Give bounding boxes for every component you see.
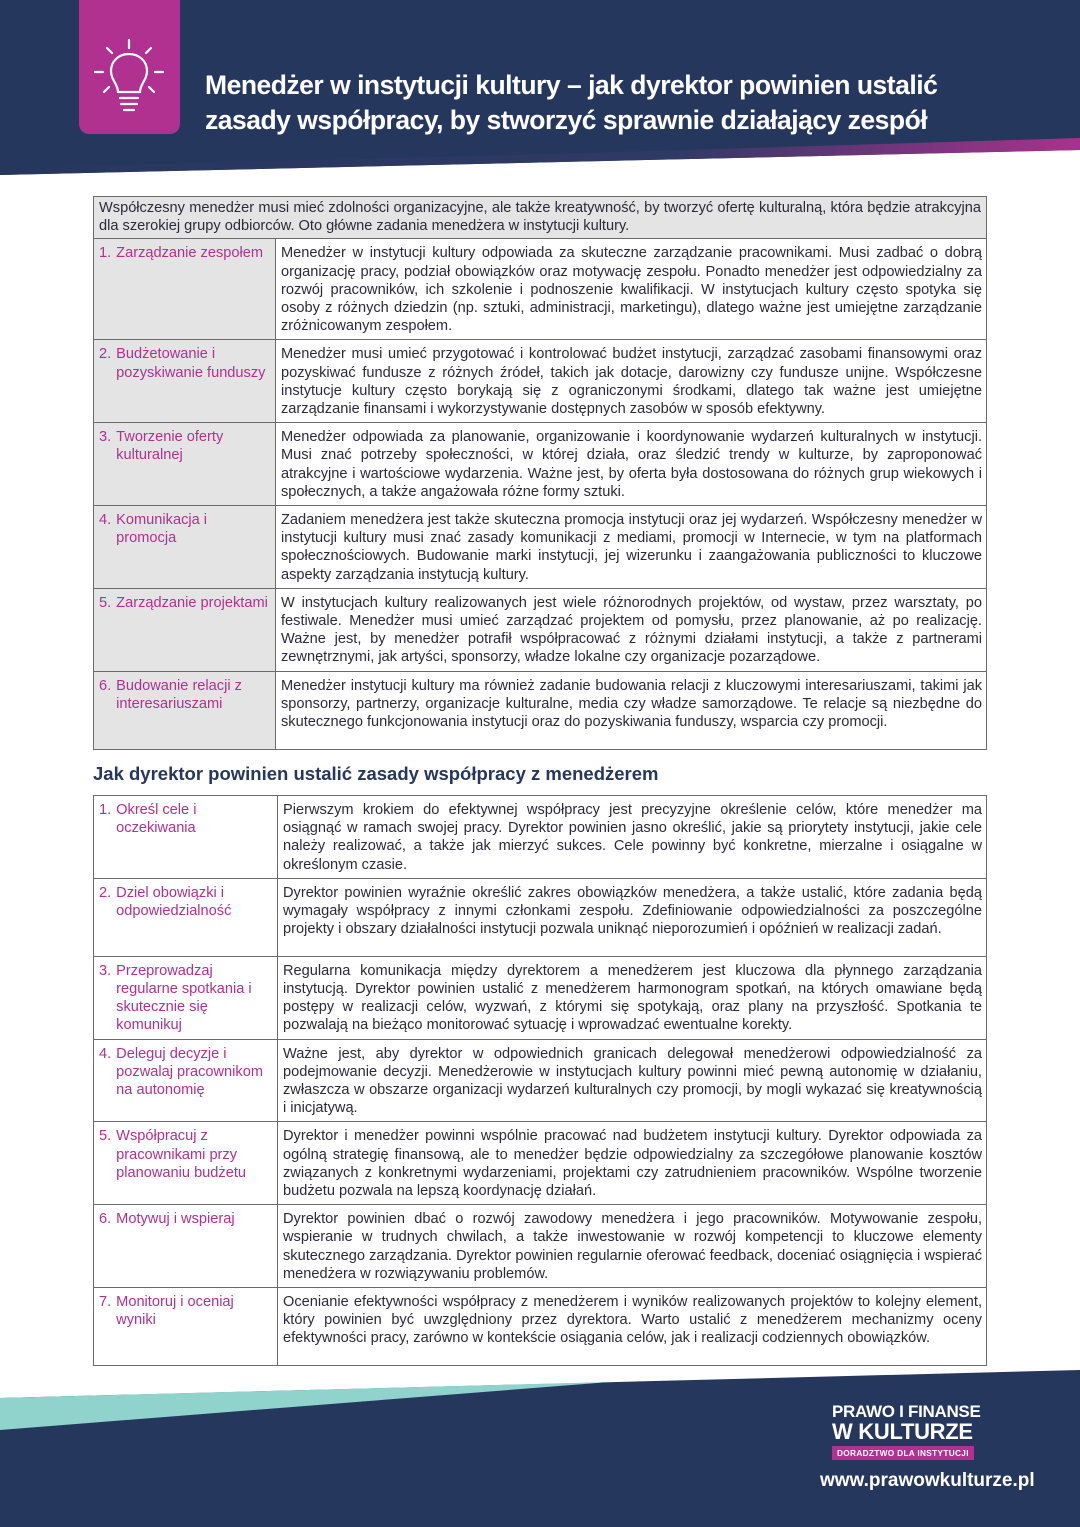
section-title: Jak dyrektor powinien ustalić zasady współpracy z menedżerem	[93, 763, 659, 784]
row-number: 2.	[99, 884, 112, 901]
table-intro-row	[94, 197, 987, 239]
row-number: 7.	[99, 1294, 112, 1311]
row-text: Menedżer instytucji kultury ma również zadanie budowania relacji z kluczowymi interesariuszami, takimi jak sponsorzy, partnerzy, organizacje kulturalne, media czy władze samorządowe. Te relacje są niezbędne do skutecznego funkcjonowania instytucji oraz do pozyskiwania funduszy, wsparcia czy promocji.	[276, 671, 987, 749]
header-icon-box	[79, 0, 180, 134]
table-row	[94, 796, 987, 879]
row-label-text: Budżetowanie i pozyskiwanie funduszy	[116, 346, 266, 381]
row-label	[94, 796, 278, 879]
row-number: 3.	[99, 429, 112, 446]
table-row	[94, 671, 987, 749]
page-title-line2: zasady współpracy, by stworzyć sprawnie działający zespół	[205, 105, 928, 135]
row-label-text: Monitoruj i oceniaj wyniki	[116, 1294, 234, 1329]
row-text: Menedżer odpowiada za planowanie, organizowanie i koordynowanie wydarzeń kulturalnych w instytucji. Musi znać potrzeby społeczności, w której działa, oraz śledzić trendy w kulturze, by zaproponować atrakcyjne i wartościowe wydarzenia. Ważne jest, by oferta była dostosowana do różnych grup wiekowych i społecznych, a także angażowała różne formy sztuki.	[276, 423, 987, 506]
row-text: Dyrektor i menedżer powinni wspólnie pracować nad budżetem instytucji kultury. Dyrektor odpowiada za ogólną strategię finansową, ale to menedżer będzie odpowiedzialny za szczegółowe planowanie kosztów związanych z konkretnymi wydarzeniami, projektami czy zatrudnieniem pracowników. Wspólne tworzenie budżetu pozwala na lepszą koordynację działań.	[278, 1122, 987, 1205]
row-label-text: Komunikacja i promocja	[116, 512, 208, 547]
row-text: Regularna komunikacja między dyrektorem a menedżerem jest kluczowa dla płynnego zarządzania instytucją. Dyrektor powinien ustalić z menedżerem harmonogram spotkań, na których omawiane będą postępy w realizacji celów, wyzwań, z którymi się spotykają, oraz plany na przyszłość. Spotkania te pozwalają na bieżąco monitorować sytuację i wprowadzać ewentualne korekty.	[278, 956, 987, 1039]
row-text: Ocenianie efektywności współpracy z menedżerem i wyników realizowanych projektów to kolejny element, który powinien być uwzględniony przez dyrektora. Warto ustalić z menedżerem mechanizmy oceny efektywności pracy, zarówno w kontekście osiągania celów, jak i realizacji codziennych obowiązków.	[278, 1288, 987, 1366]
row-text: Dyrektor powinien wyraźnie określić zakres obowiązków menedżera, a także ustalić, które zadania będą wymagały współpracy z innymi członkami zespołu. Zdefiniowanie odpowiedzialności za poszczególne projekty i obszary działalności instytucji pozwala uniknąć nieporozumień i opóźnień w realizacji zadań.	[278, 878, 987, 956]
row-text: Dyrektor powinien dbać o rozwój zawodowy menedżera i jego pracowników. Motywowanie zespołu, wspieranie w trudnych chwilach, a także inwestowanie w rozwój kompetencji to kluczowe elementy skutecznego zarządzania. Dyrektor powinien regularnie oferować feedback, doceniać osiągnięcia i wspierać menedżera w rozwiązywaniu problemów.	[278, 1205, 987, 1288]
row-text: Ważne jest, aby dyrektor w odpowiednich granicach delegował menedżerowi odpowiedzialność za podejmowanie decyzji. Menedżerowie w instytucjach kultury powinni mieć pewną autonomię w działaniu, zwłaszcza w obszarze organizacji wydarzeń kulturalnych czy promocji, by mogli wykazać się kreatywnością i inicjatywą.	[278, 1039, 987, 1122]
row-label	[94, 1039, 278, 1122]
row-label	[94, 1205, 278, 1288]
page-title-line1: Menedżer w instytucji kultury – jak dyrektor powinien ustalić	[205, 70, 938, 100]
row-label	[94, 878, 278, 956]
row-text: Zadaniem menedżera jest także skuteczna promocja instytucji oraz jej wydarzeń. Współczesny menedżer w instytucji kultury musi znać zasady komunikacji z mediami, promocji w Internecie, w tym na platformach społecznościowych. Budowanie marki instytucji, jej wizerunku i zaangażowania publiczności to kluczowe aspekty zarządzania instytucją kultury.	[276, 506, 987, 589]
row-label-text: Budowanie relacji z interesariuszami	[116, 677, 242, 712]
row-label	[94, 1288, 278, 1366]
cooperation-rules-table	[93, 795, 987, 1366]
row-number: 1.	[99, 245, 112, 262]
logo-tagline: DORADZTWO DLA INSTYTUCJI	[832, 1446, 974, 1460]
row-number: 6.	[99, 677, 112, 694]
logo-line2: W KULTURZE	[832, 1419, 973, 1444]
row-label-text: Współpracuj z pracownikami przy planowaniu budżetu	[116, 1128, 246, 1181]
row-label	[94, 239, 276, 340]
table-row	[94, 340, 987, 423]
row-text: Menedżer w instytucji kultury odpowiada za skuteczne zarządzanie pracownikami. Musi zadbać o dobrą organizację pracy, podział obowiązków oraz motywację zespołu. Ponadto menedżer jest odpowiedzialny za rozwój pracowników, ich szkolenie i podnoszenie kwalifikacji. W instytucjach kultury często spotyka się osoby z różnych dziedzin (np. sztuki, administracji, marketingu), dlatego ważne jest umiejętne zarządzanie zróżnicowanym zespołem.	[276, 239, 987, 340]
row-label	[94, 956, 278, 1039]
row-label-text: Zarządzanie projektami	[116, 594, 268, 611]
table-row	[94, 588, 987, 671]
row-text: Pierwszym krokiem do efektywnej współpracy jest precyzyjne określenie celów, które menedżer ma osiągnąć w ramach swojej pracy. Dyrektor powinien jasno określić, jakie są priorytety instytucji, jakie cele należy realizować, a także jak mierzyć sukces. Cele powinny być konkretne, mierzalne i osiągalne w określonym czasie.	[278, 796, 987, 879]
manager-tasks-table	[93, 196, 987, 750]
row-text: W instytucjach kultury realizowanych jest wiele różnorodnych projektów, od wystaw, przez warsztaty, po festiwale. Menedżer musi umieć zarządzać projektem od pomysłu, przez planowanie, aż po realizację. Ważne jest, by menedżer potrafił współpracować z różnymi działami instytucji, a także z partnerami zewnętrznymi, jak artyści, sponsorzy, władze lokalne czy organizacje pozarządowe.	[276, 588, 987, 671]
row-number: 4.	[99, 1045, 112, 1062]
row-text: Menedżer musi umieć przygotować i kontrolować budżet instytucji, zarządzać zasobami finansowymi oraz pozyskiwać fundusze z różnych źródeł, takich jak dotacje, darowizny czy fundusze unijne. Współczesne instytucje kultury często borykają się z ograniczonymi środkami, dlatego tak ważne jest umiejętne zarządzanie finansami i wykorzystywanie dostępnych zasobów w sposób efektywny.	[276, 340, 987, 423]
row-number: 1.	[99, 802, 112, 818]
row-number: 6.	[99, 1211, 112, 1228]
table-row	[94, 878, 987, 956]
table-row	[94, 1039, 987, 1122]
page-title	[205, 68, 1065, 138]
row-label	[94, 588, 276, 671]
row-label-text: Zarządzanie zespołem	[116, 245, 263, 262]
table-row	[94, 239, 987, 340]
row-label-text: Deleguj decyzje i pozwalaj pracownikom na autonomię	[116, 1045, 263, 1099]
table-row	[94, 956, 987, 1039]
table-intro: Współczesny menedżer musi mieć zdolności organizacyjne, ale także kreatywność, by tworzyć ofertę kulturalną, która będzie atrakcyjna dla szerokiej grupy odbiorców. Oto główne zadania menedżera w instytucji kultury.	[94, 197, 987, 239]
row-label-text: Motywuj i wspieraj	[116, 1211, 235, 1228]
row-number: 4.	[99, 512, 112, 529]
row-number: 3.	[99, 962, 112, 979]
row-number: 5.	[99, 594, 112, 611]
website-link[interactable]: www.prawowkulturze.pl	[820, 1470, 1035, 1491]
lightbulb-icon	[91, 36, 167, 116]
brand-logo	[832, 1403, 1002, 1461]
table-row	[94, 1122, 987, 1205]
row-label	[94, 671, 276, 749]
row-label	[94, 506, 276, 589]
row-number: 2.	[99, 346, 112, 363]
row-label	[94, 340, 276, 423]
row-number: 5.	[99, 1128, 112, 1145]
logo-line1: PRAWO I FINANSE	[832, 1402, 981, 1421]
row-label-text: Przeprowadzaj regularne spotkania i skutecznie się komunikuj	[116, 962, 252, 1034]
row-label-text: Dziel obowiązki i odpowiedzialność	[116, 884, 232, 920]
table-row	[94, 1205, 987, 1288]
row-label	[94, 423, 276, 506]
row-label	[94, 1122, 278, 1205]
row-label-text: Tworzenie oferty kulturalnej	[116, 429, 224, 464]
table-row	[94, 506, 987, 589]
row-label-text: Określ cele i oczekiwania	[116, 802, 197, 837]
table-row	[94, 423, 987, 506]
table-row	[94, 1288, 987, 1366]
